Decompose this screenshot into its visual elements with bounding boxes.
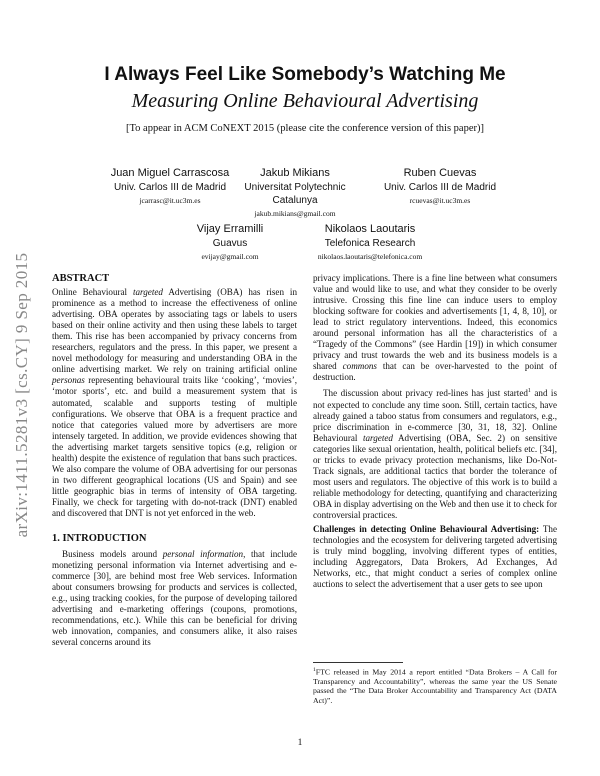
abstract-paragraph: Online Behavioural targeted Advertising (OBA) has risen in prominence as a method to increase the effectiveness of online advertising. OBA operates by associating tags or labels to users based on their online activity and then using these labels to target them. This rise has been accompanied by privacy concerns from researchers, regulators and the press. In this paper, we present a novel methodology for measuring and understanding OBA in the online advertising market. We rely on training artificial online personas representing behavioural traits like ‘cooking’, ‘movies’, ‘motor sports’, etc. and build a measurement system that is automated, scalable and supports testing of multiple configurations. We observe that OBA is a frequent practice and notice that categories valued more by advertisers are more intensely targeted. In addition, we provide evidences showing that the advertising market targets sensitive topics (e.g, religion or health) despite the existence of regulation that bans such practices. We also compare the volume of OBA advertising for our personas in two different geographical locations (US and Spain) and see little geographic bias in terms of intensity of OBA targeting. Finally, we check for targeting with do-not-track (DNT) enabled and discovered that DNT is not yet enforced in the web.	[52, 287, 297, 518]
author-email: jakub.mikians@gmail.com	[254, 209, 336, 218]
page-number: 1	[297, 738, 303, 748]
footnote-rule	[313, 662, 403, 663]
author-email: nikolaos.laoutaris@telefonica.com	[317, 252, 423, 261]
author-affiliation: Guavus	[212, 238, 248, 249]
author-block	[275, 222, 465, 263]
author-email: jcarrasc@it.uc3m.es	[139, 196, 201, 205]
author-affiliation-line2: Catalunya	[272, 195, 318, 206]
arxiv-sidebar	[2, 205, 42, 585]
section-heading-introduction: 1. INTRODUCTION	[52, 533, 147, 545]
author-name: Juan Miguel Carrascosa	[110, 167, 230, 179]
body-paragraph: Challenges in detecting Online Behavioural Advertising: The technologies and the ecosystem for delivering targeted advertising is truly mind boggling, involving different types of entities, including Aggregators, Data Brokers, Ad Exchanges, Ad Networks, etc., that might conduct a series of complex online auctions to select the advertisement that a user gets to see upon	[313, 524, 558, 590]
run-in-heading: Challenges in detecting Online Behavioural Advertising:	[313, 524, 540, 535]
intro-paragraph: Business models around personal information, that include monetizing personal information via Internet advertising and e-commerce [30], are behind most free Web services. Information about consumers browsing for products and services is collected, e.g., using tracking cookies, for the purpose of developing tailored advertising and e-marketing offerings (coupons, promotions, recommendations, etc.). While this can be beneficial for driving web innovation, companies, and consumers alike, it also raises several concerns around its	[52, 549, 297, 648]
footnote: $^1$FTC released in May 2014 a report entitled “Data Brokers – A Call for Transparency and Accountability”, whereas the same year the US Senate passed the “The Data Broker Accountability and Transparency Act (DATA Act)”.	[313, 667, 557, 705]
body-paragraph: The discussion about privacy red-lines has just started$^1$ and is not expected to conclude any time soon. Still, certain tactics, have already gained a taboo status from consumers and regulators, e.g., price discrimination in e-commerce [30, 31, 18, 32]. Online Behavioural targeted Advertising (OBA, Sec. 2) on sensitive categories like sexual orientation, health, political beliefs etc. [34], or tricks to evade privacy protection mechanisms, like Do-Not-Track signals, are additional tactics that border the tolerance of most users and regulators. The objective of this work is to build a reliable methodology for detecting, quantifying and characterizing OBA in display advertising on the Web and then use it to check for controversial practices.	[313, 388, 558, 521]
paper-subtitle: Measuring Online Behavioural Advertising	[131, 90, 479, 112]
author-name: Vijay Erramilli	[196, 223, 264, 235]
arxiv-identifier: arXiv:1411.5281v3 [cs.CY] 9 Sep 2015	[12, 252, 31, 538]
author-affiliation: Univ. Carlos III de Madrid	[113, 182, 227, 193]
author-affiliation: Univ. Carlos III de Madrid	[383, 182, 497, 193]
author-affiliation: Telefonica Research	[324, 238, 416, 249]
author-block	[345, 166, 535, 207]
author-email: rcuevas@it.uc3m.es	[409, 196, 471, 205]
abstract-heading: ABSTRACT	[52, 273, 110, 284]
author-name: Jakub Mikians	[260, 167, 330, 179]
author-email: evijay@gmail.com	[201, 252, 259, 261]
paper-title: I Always Feel Like Somebody’s Watching Me	[104, 64, 506, 85]
body-paragraph: privacy implications. There is a fine line between what consumers value and would like to use, and what they consider to be overly intrusive. Crossing this fine line can induce users to employ blocking software for cookies and advertisements [1, 4, 8, 10], or lead to strict regulatory interventions. Indeed, this economics around personal information has all the characteristics of a “Tragedy of the Commons” (see Hardin [19]) in which consumer privacy and trust towards the web and its business models is a shared commons that can be over-harvested to the point of destruction.	[313, 273, 558, 383]
author-name: Ruben Cuevas	[403, 167, 477, 179]
right-column	[313, 273, 557, 590]
conference-note: [To appear in ACM CoNEXT 2015 (please cite the conference version of this paper)]	[126, 123, 484, 134]
left-column	[52, 273, 297, 649]
author-affiliation: Universitat Polytechnic	[244, 182, 346, 193]
author-name: Nikolaos Laoutaris	[324, 223, 416, 235]
